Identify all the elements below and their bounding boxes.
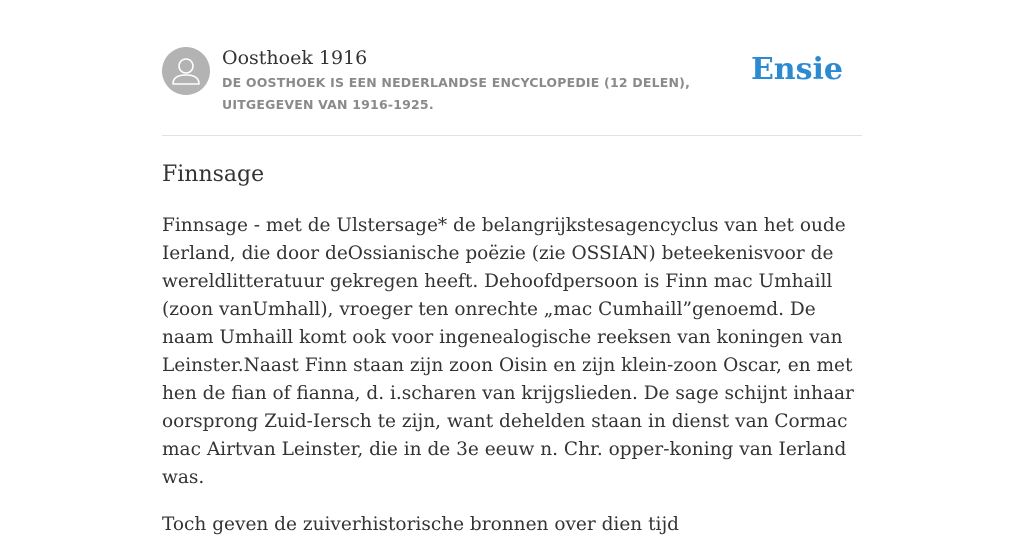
entry-paragraph: Finnsage - met de Ulstersage* de belangrijkstesagencyclus van het oude Ierland, die door deOssianische poëzie (zie OSSIAN) beteekenisvoor de wereldlitteratuur gekregen heeft. Dehoofdpersoon is Finn mac Umhaill (zoon vanUmhall), vroeger ten onrechte „mac Cumhaill”genoemd. De naam Umhaill komt ook voor ingenealogische reeksen van koningen van Leinster.Naast Finn staan zijn zoon Oisin en zijn klein-zoon Oscar, en met hen de fian of fianna, d. i.scharen van krijgslieden. De sage schijnt inhaar oorsprong Zuid-Iersch te zijn, want dehelden staan in dienst van Cormac mac Airtvan Leinster, die in de 3e eeuw n. Chr. opper-koning van Ierland was. [162,215,854,488]
avatar[interactable] [162,47,210,95]
source-header [162,46,862,136]
source-title[interactable]: Oosthoek 1916 [222,47,368,69]
entry-paragraph: Toch geven de zuiverhistorische bronnen over dien tijd [162,514,680,535]
entry-body [162,212,862,539]
ensie-logo[interactable]: Ensie [750,52,843,87]
source-description: DE OOSTHOEK IS EEN NEDERLANDSE ENCYCLOPEDIE (12 DELEN), UITGEGEVEN VAN 1916-1925. [222,75,691,112]
header-divider [162,135,862,136]
entry-title: Finnsage [162,162,265,187]
user-icon [162,47,210,95]
